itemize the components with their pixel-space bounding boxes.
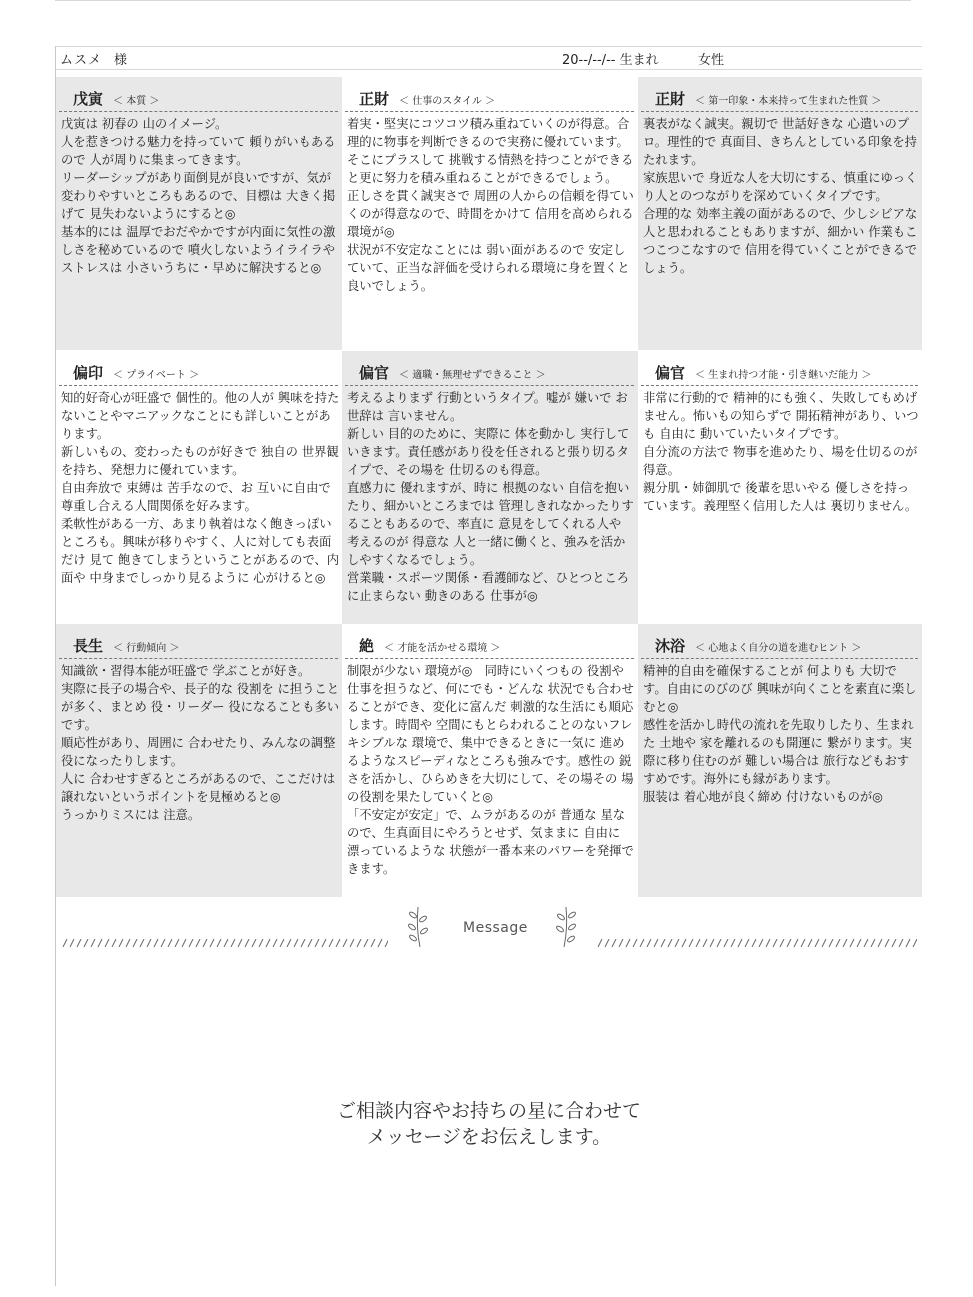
- cell-header: [641, 628, 918, 659]
- cell-header: [345, 355, 634, 386]
- star-title: 正財 ＜ 仕事のスタイル ＞: [359, 90, 496, 108]
- cell-text: 制限が少ない 環境が◎ 同時にいくつもの 役割や 仕事を担うなど、何にでも・どんな 状況でも合わせることができ、変化に富んだ 刺激的な生活にも順応します。時間や 空間にもとらわれることのないフレキシブルな 環境で、集中できるときに一気に 進めるようなスピーディなところも強みです。感性の 鋭さを活かし、ひらめきを大切にして、その場その 場の役割を果たしていくと◎ 「不安定が安定」で、ムラがあるのが 普通な 星なので、生真面目にやろうとせず、気ままに 自由に 漂っているような 状態が一番本来のパワーを発揮できます。: [347, 664, 634, 876]
- cell-text: 知識欲・習得本能が旺盛で 学ぶことが好き。 実際に長子の場合や、長子的な 役割を に担うことが多く、まとめ 役・リーダー 役になることも多いです。 順応性があり、周囲に 合わせたり、みんなの調整役になったりします。 人に 合わせすぎるところがあるので、ここだけは 譲れないというポイントを見極めると◎ うっかりミスには 注意。: [61, 664, 340, 822]
- cell-text: 知的好奇心が旺盛で 個性的。他の人が 興味を持たないことやマニアックなことにも詳しいことがあります。 新しいもの、変わったものが好きで 独自の 世界観を持ち、発想力に優れています。 自由奔放で 束縛は 苦手なので、お 互いに自由で 尊重し合える人間関係を好みます。 柔軟性がある一方、あまり執着はなく飽きっぽいところも。興味が移りやすく、人に対しても表面だけ 見て 飽きてしまうということがあるので、内面や 中身までしっかり見るように 心がけると◎: [61, 391, 340, 585]
- cell-header: [59, 628, 338, 659]
- cell-text: 戊寅は 初春の 山のイメージ。 人を惹きつける魅力を持っていて 頼りがいもあるので 人が周りに集まってきます。 リーダーシップがあり面倒見が良いですが、気が変わりやすいところもあるので、目標は 大きく掲げて 見失わないようにすると◎ 基本的には 温厚でおだやかですが内面に気性の激しさを秘めているので 噴火しないようイライラやストレスは 小さいうちに・早めに解決すると◎: [61, 117, 336, 275]
- star-title: 戊寅 ＜ 本質 ＞: [73, 90, 160, 108]
- birth-date: 20--/--/-- 生まれ: [562, 53, 659, 68]
- cell-innate-talent: [638, 351, 922, 624]
- cell-header: [59, 355, 338, 386]
- cell-work-style: [342, 77, 638, 350]
- cell-text: 着実・堅実にコツコツ積み重ねていくのが得意。合理的に物事を判断できるので実務に優れています。そこにプラスして 挑戦する情熱を持つことができると更に努力を積み重ねることができるでしょう。 正しさを貫く誠実さで 周囲の人からの信頼を得ていくのが得意なので、時間をかけて 信用を高められる環境が◎ 状況が不安定なことには 弱い面があるので 安定していて、正当な評価を受けられる環境に身を置くと良いでしょう。: [347, 117, 634, 293]
- top-rule: [55, 0, 911, 1]
- cell-header: [641, 355, 918, 386]
- cell-first-impression: [638, 77, 922, 350]
- cell-header: [59, 81, 338, 112]
- cell-text: 考えるよりまず 行動というタイプ。嘘が 嫌いで お世辞は 言いません。 新しい 目的のために、実際に 体を動かし 実行していきます。責任感があり役を任されると張り切るタイプで、その場を 仕切るのも得意。 直感力に 優れますが、時に 根拠のない 自信を抱いたり、細かいところまでは 管理しきれなかったりすることもあるので、率直に 意見をしてくれる人や 考えるのが 得意な 人と一緒に働くと、強みを活かしやすくなるでしょう。 営業職・スポーツ関係・看護師など、ひとつところに止まらない 動きのある 仕事が◎: [347, 391, 634, 603]
- star-title: 偏官 ＜ 適職・無理せずできること ＞: [359, 364, 546, 382]
- cell-text: 精神的自由を確保することが 何よりも 大切です。自由にのびのび 興味が向くことを素直に楽しむと◎ 感性を活かし時代の流れを先取りしたり、生まれた 土地や 家を離れるのも開運に 繋がります。実際に移り住むのが 難しい場合は 旅行などもおすすめです。海外にも縁があります。 服装は 着心地が良く締め 付けないものが◎: [643, 664, 917, 804]
- star-title: 偏官 ＜ 生まれ持つ才能・引き継いだ能力 ＞: [655, 364, 872, 382]
- message-line-1: ご相談内容やお持ちの星に合わせて: [336, 1100, 641, 1122]
- star-title: 長生 ＜ 行動傾向 ＞: [73, 637, 180, 655]
- cell-behavior: [56, 624, 342, 897]
- star-title: 偏印 ＜ プライベート ＞: [73, 364, 200, 382]
- cell-text: 非常に行動的で 精神的にも強く、失敗してもめげません。怖いもの知らずで 開拓精神があり、いつも 自由に 動いていたいタイプです。 自分流の方法で 物事を進めたり、場を仕切るのが 得意。 親分肌・姉御肌で 後輩を思いやる 優しさを持っています。義理堅く信用した人は 裏切りません。: [643, 391, 919, 513]
- leaf-sprig-icon: [551, 903, 581, 949]
- message-label: Message: [463, 920, 528, 936]
- cell-header: [345, 628, 634, 659]
- leaf-sprig-icon: [403, 903, 433, 949]
- message-line-2: メッセージをお伝えします。: [366, 1126, 612, 1148]
- message-hatch-right: [597, 932, 917, 940]
- cell-header: [345, 81, 634, 112]
- star-title: 正財 ＜ 第一印象・本来持って生まれた性質 ＞: [655, 90, 882, 108]
- profile-header: [56, 46, 922, 70]
- message-hatch-left: [62, 932, 388, 940]
- cell-hint: [638, 624, 922, 897]
- cell-header: [641, 81, 918, 112]
- cell-private: [56, 351, 342, 624]
- client-name: ムスメ 様: [60, 53, 129, 68]
- star-title: 絶 ＜ 才能を活かせる環境 ＞: [359, 637, 501, 655]
- gender: 女性: [698, 53, 725, 68]
- star-title: 沐浴 ＜ 心地よく自分の道を進むヒント ＞: [655, 637, 862, 655]
- cell-environment: [342, 624, 638, 897]
- cell-text: 裏表がなく誠実。親切で 世話好きな 心遣いのプロ。理性的で 真面目、きちんとしている印象を持たれます。 家族思いで 身近な人を大切にする、慎重にゆっくり人とのつながりを深めていくタイプです。 合理的な 効率主義の面があるので、少しシビアな 人と思われることもありますが、細かい 作業もこつこつこなすので 信用を得ていくことができるでしょう。: [643, 117, 918, 275]
- cell-suited-job: [342, 351, 638, 624]
- cell-honshitsu: [56, 77, 342, 350]
